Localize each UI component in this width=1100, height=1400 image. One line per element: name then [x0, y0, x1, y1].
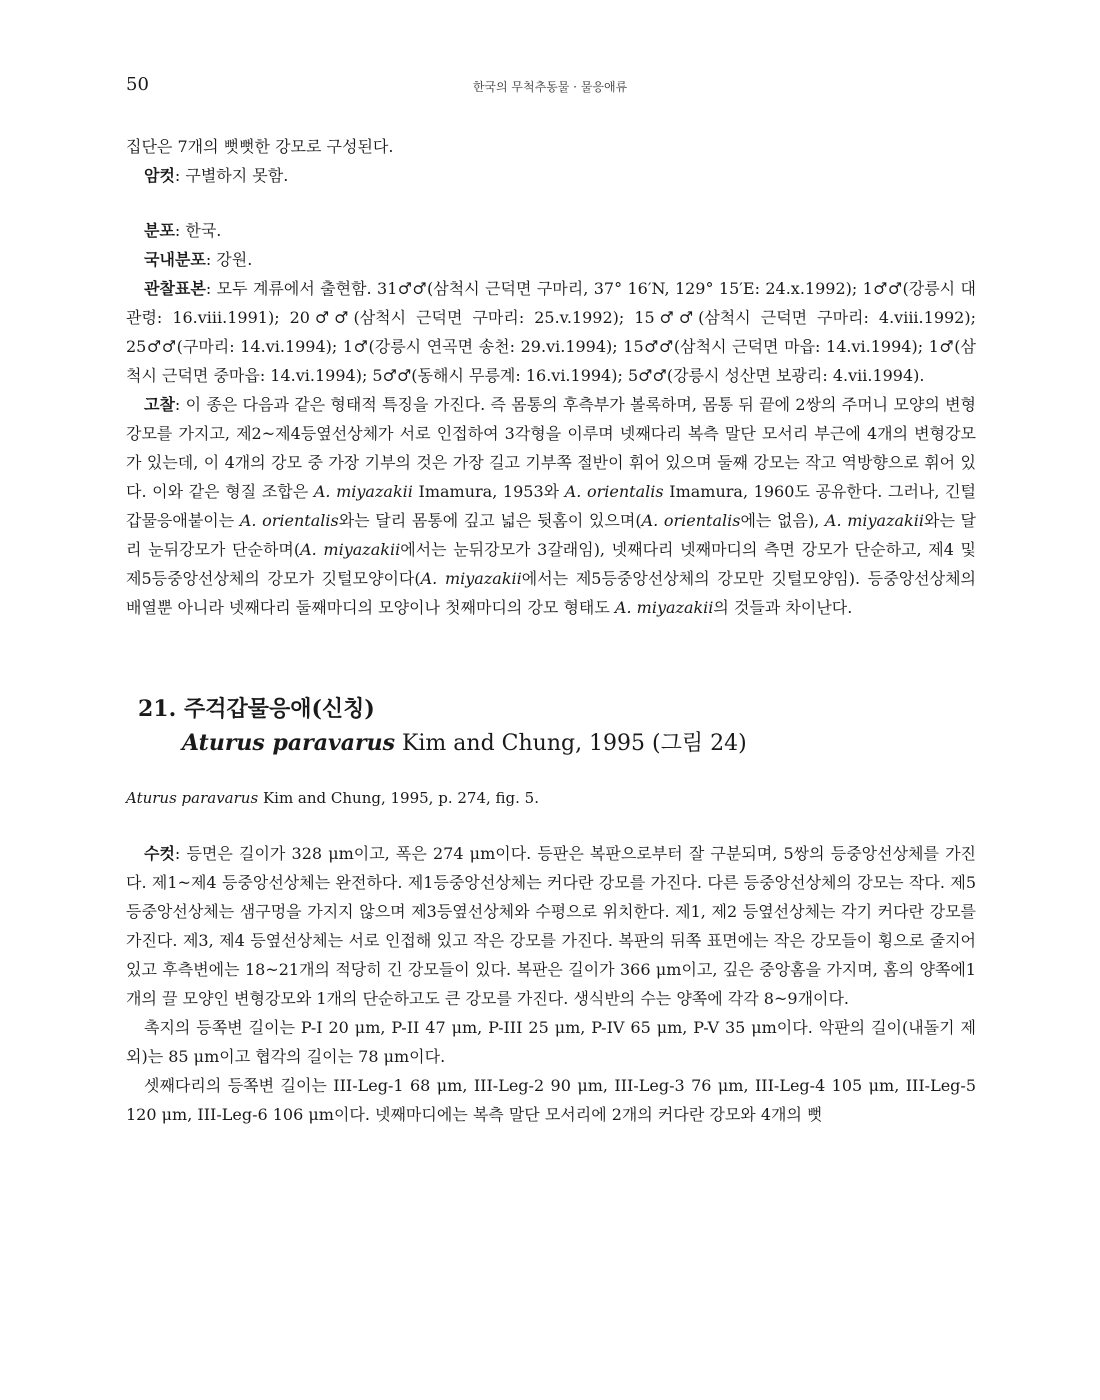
- legs-text: 셋째다리의 등쪽변 길이는 III-Leg-1 68 μm, III-Leg-2 90 μm, III-Leg-3 76 μm, III-Leg-4 105 μm, III-Leg-5 120 μm, III-Leg-6 106 μm이다. 넷째마디에는 복측 말단 모서리에 2개의 커다란 강모와 4개의 뻣: [126, 1076, 976, 1124]
- species-name: A. orientalis: [641, 511, 741, 530]
- continuation-text: 집단은 7개의 뻣뻣한 강모로 구성된다.: [126, 137, 394, 156]
- synonymy-name: Aturus paravarus: [126, 789, 259, 807]
- species-name: A. miyazakii: [824, 511, 924, 530]
- legs-paragraph: [126, 1071, 976, 1129]
- remarks-label: 고찰: [144, 395, 175, 414]
- female-text: : 구별하지 못함.: [174, 166, 289, 185]
- male-label: 수컷: [144, 844, 175, 863]
- specimens-label: 관찰표본: [144, 279, 206, 298]
- synonymy-citation: Kim and Chung, 1995, p. 274, fig. 5.: [258, 789, 539, 807]
- male-text: : 등면은 길이가 328 μm이고, 폭은 274 μm이다. 등판은 복판으로부터 잘 구분되며, 5쌍의 등중앙선상체를 가진다. 제1~제4 등중앙선상체는 완전하다. 제1등중앙선상체는 커다란 강모를 가진다. 다른 등중앙선상체의 강모는 작다. 제5 등중앙선상체는 샘구멍을 가지지 않으며 제3등옆선상체와 수평으로 위치한다. 제1, 제2 등옆선상체는 각기 커다란 강모를 가진다. 제3, 제4 등옆선상체는 서로 인접해 있고 작은 강모를 가진다. 복판의 뒤쪽 표면에는 작은 강모들이 횡으로 줄지어 있고 후측변에는 18~21개의 적당히 긴 강모들이 있다. 복판은 길이가 366 μm이고, 깊은 중앙홈을 가지며, 홈의 양쪽에1개의 끌 모양인 변형강모와 1개의 단순하고도 큰 강모를 가진다. 생식반의 수는 양쪽에 각각 8~9개이다.: [126, 844, 976, 1008]
- remarks-text: Imamura, 1960도 공유한다. 그러나, 긴털갑물응애붙이는: [126, 482, 977, 530]
- synonymy-line: [126, 785, 976, 811]
- specimens-paragraph: [126, 274, 976, 390]
- distribution-text: : 한국.: [174, 221, 222, 240]
- species-name: A. orientalis: [239, 511, 339, 530]
- remarks-text: 의 것들과 차이난다.: [713, 598, 853, 617]
- palp-paragraph: [126, 1013, 976, 1071]
- remarks-text: 에는 없음),: [740, 511, 825, 530]
- remarks-text: 와는 달리 눈뒤강모가 단순하며(: [126, 511, 976, 559]
- species-figure-ref: (그림 24): [652, 731, 747, 756]
- species-scientific-name: Aturus paravarus: [182, 730, 395, 756]
- species-name: A. miyazakii: [313, 482, 413, 501]
- distribution-paragraph: [126, 216, 976, 245]
- remarks-text: Imamura, 1953와: [412, 482, 565, 501]
- domestic-distribution-label: 국내분포: [144, 250, 206, 269]
- species-heading: [126, 692, 976, 761]
- remarks-text: 와는 달리 몸통에 깊고 넓은 뒷홈이 있으며(: [338, 511, 642, 530]
- remarks-text: : 이 종은 다음과 같은 형태적 특징을 가진다. 즉 몸통의 후측부가 볼록하며, 몸통 뒤 끝에 2쌍의 주머니 모양의 변형강모를 가지고, 제2~제4등옆선상체가 서로 인접하여 3각형을 이루며 넷째다리 복측 말단 모서리 부근에 4개의 변형강모가 있는데, 이 4개의 강모 중 가장 기부의 것은 가장 길고 기부쪽 절반이 휘어 있으며 둘째 강모는 작고 역방향으로 휘어 있다. 이와 같은 형질 조합은: [126, 395, 976, 501]
- species-number: 21.: [138, 696, 177, 722]
- running-title: 한국의 무척추동물 · 물응애류: [472, 80, 628, 94]
- male-paragraph: [126, 839, 976, 1013]
- species-korean-name: 주걱갑물응애(신칭): [183, 696, 375, 722]
- female-label: 암컷: [144, 166, 175, 185]
- female-paragraph: [126, 161, 976, 190]
- species-name: A. miyazakii: [614, 598, 714, 617]
- species-heading-line-2: [138, 726, 976, 761]
- continuation-paragraph: [126, 132, 976, 161]
- species-authority: Kim and Chung, 1995: [394, 731, 646, 756]
- remarks-paragraph: [126, 390, 976, 622]
- distribution-label: 분포: [144, 221, 175, 240]
- domestic-distribution-text: : 강원.: [205, 250, 253, 269]
- specimens-text: : 모두 계류에서 출현함. 31♂♂(삼척시 근덕면 구마리, 37° 16′N, 129° 15′E: 24.x.1992); 1♂♂(강릉시 대관령: 16.viii.1991); 20♂♂(삼척시 근덕면 구마리: 25.v.1992); 15♂♂(삼척시 근덕면 구마리: 4.viii.1992); 25♂♂(구마리: 14.vi.1994); 1♂(강릉시 연곡면 송천: 29.vi.1994); 15♂♂(삼척시 근덕면 마읍: 14.vi.1994); 1♂(삼척시 근덕면 중마읍: 14.vi.1994); 5♂♂(동해시 무릉계: 16.vi.1994); 5♂♂(강릉시 성산면 보광리: 4.vii.1994).: [126, 279, 976, 385]
- domestic-distribution-paragraph: [126, 245, 976, 274]
- remarks-text: 에서는 제5등중앙선상체의 강모만 깃털모양임). 등중앙선상체의 배열뿐 아니라 넷째다리 둘째마디의 모양이나 첫째마디의 강모 형태도: [126, 569, 976, 617]
- remarks-text: 에서는 눈뒤강모가 3갈래임), 넷째다리 넷째마디의 측면 강모가 단순하고, 제4 및 제5등중앙선상체의 강모가 깃털모양이다(: [126, 540, 976, 588]
- page-body: [126, 132, 976, 1129]
- page-number: 50: [126, 74, 149, 95]
- species-name: A. miyazakii: [420, 569, 522, 588]
- species-heading-line-1: [138, 692, 976, 726]
- palp-text: 촉지의 등쪽변 길이는 P-I 20 μm, P-II 47 μm, P-III 25 μm, P-IV 65 μm, P-V 35 μm이다. 악판의 길이(내돌기 제외)는 85 μm이고 협각의 길이는 78 μm이다.: [126, 1018, 976, 1066]
- species-name: A. orientalis: [564, 482, 664, 501]
- species-name: A. miyazakii: [300, 540, 401, 559]
